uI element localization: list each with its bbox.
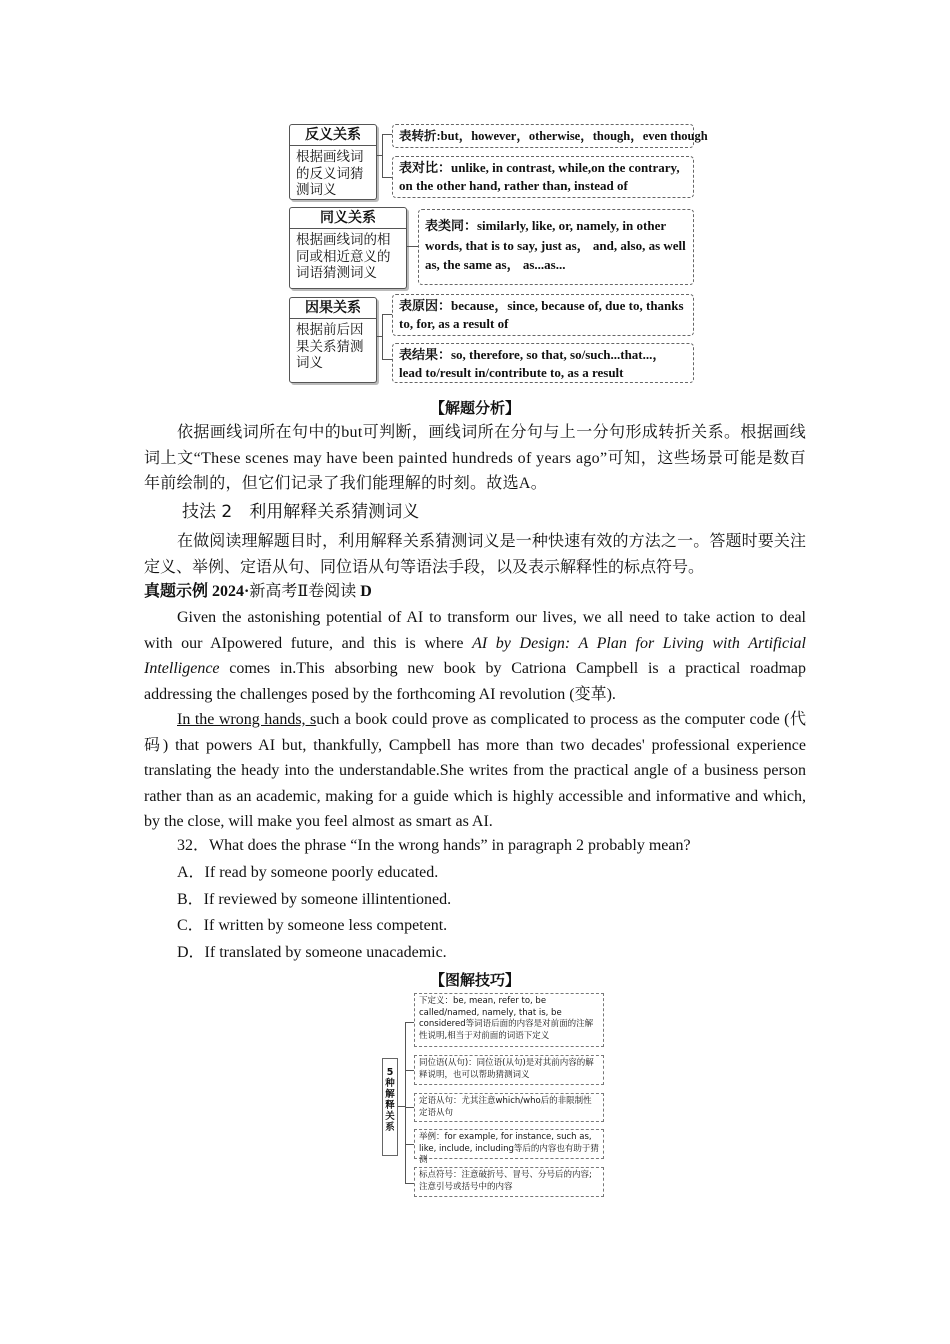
passage-text: uch a book could prove as complicated to process as the computer code (代码) that powers AI but, thankfully, Campbell has more than two decades' professional experience translating the heady into the understandable.She writes from the practical angle of a business person rather than as an academic, making for a guide which is highly accessible and informative and which, by the close, will make you feel almost as smart as AI. bbox=[144, 711, 806, 830]
passage-text: comes in.This absorbing new book by Catriona Campbell is a practical roadmap addressing the challenges posed by the forthcoming AI revolution (变革). bbox=[144, 660, 806, 703]
connector bbox=[405, 1107, 414, 1108]
connector bbox=[376, 336, 382, 337]
box-attributive: 定语从句：尤其注意which/who后的非限制性定语从句 bbox=[414, 1093, 604, 1122]
connector bbox=[382, 314, 383, 359]
question-32: 32．What does the phrase “In the wrong hands” in paragraph 2 probably mean? bbox=[177, 837, 691, 854]
example-answer: D bbox=[356, 583, 372, 600]
analysis-text: 依据画线词所在句中的but可判断，画线词所在分句与上一分句形成转折关系。根据画线词上文“These scenes may have been painted hundreds of years ago”可知，这些场景可能是数百年前绘制的，但它们记录了我们能理解的时刻。故选A。 bbox=[144, 424, 806, 492]
box-appositive: 同位语(从句)：同位语(从句)是对其前内容的解释说明，也可以帮助猜测词义 bbox=[414, 1055, 604, 1085]
tip-heading: 【图解技巧】 bbox=[429, 971, 520, 989]
box-contrast-turn: 表转折:but，however，otherwise，though，even though bbox=[392, 124, 694, 148]
passage-paragraph-2 bbox=[144, 707, 806, 835]
option-c[interactable]: C．If written by someone less competent. bbox=[177, 917, 448, 934]
connector bbox=[405, 1144, 414, 1145]
group-head: 反义关系 bbox=[290, 125, 376, 146]
connector bbox=[382, 314, 392, 315]
box-definition: 下定义：be, mean, refer to, be called/named, namely, that is, be considered等词语后面的内容是对前面的注解性说明,相当于对前面的词语下定义 bbox=[414, 993, 604, 1047]
diagram-root-label: 5种解释关系 bbox=[385, 1067, 395, 1133]
connector bbox=[406, 246, 418, 247]
technique-title: 技法 2 利用解释关系猜测词义 bbox=[182, 502, 420, 522]
connector bbox=[376, 155, 382, 156]
box-similarity: 表类同：similarly, like, or, namely, in other words, that is to say, just as， and, also, as well as, the same as， as...as... bbox=[418, 209, 694, 285]
diagram-group-cause bbox=[289, 297, 377, 383]
box-result: 表结果：so, therefore, so that, so/such...that...， lead to/result in/contribute to, as a result bbox=[392, 343, 694, 383]
technique-text: 在做阅读理解题目时，利用解释关系猜测词义是一种快速有效的方法之一。答题时要关注定义、举例、定语从句、同位语从句等语法手段，以及表示解释性的标点符号。 bbox=[144, 533, 806, 576]
group-head: 因果关系 bbox=[290, 298, 376, 319]
box-examples: 举例：for example, for instance, such as, like, include, including等后的内容也有助于猜测 bbox=[414, 1129, 604, 1159]
passage-paragraph-1 bbox=[144, 605, 806, 707]
connector bbox=[382, 134, 392, 135]
underlined-phrase: In the wrong hands, s bbox=[177, 711, 317, 728]
diagram-group-synonym bbox=[289, 207, 407, 289]
box-cause: 表原因：because，since, because of, due to, thanks to, for, as a result of bbox=[392, 294, 694, 336]
box-punctuation: 标点符号：注意破折号、冒号、分号后的内容;注意引号或括号中的内容 bbox=[414, 1167, 604, 1197]
diagram-group-antonym bbox=[289, 124, 377, 200]
group-body: 根据画线词的反义词猜测词义 bbox=[296, 149, 364, 198]
diagram-root bbox=[382, 1058, 398, 1156]
option-d[interactable]: D．If translated by someone unacademic. bbox=[177, 944, 447, 961]
connector bbox=[405, 1183, 414, 1184]
option-a[interactable]: A．If read by someone poorly educated. bbox=[177, 864, 439, 881]
connector bbox=[405, 1022, 406, 1183]
connector bbox=[405, 1070, 414, 1071]
book-title: AI by Design: A Plan for Living with Artificial Intelligence bbox=[144, 634, 806, 677]
passage-text: Given the astonishing potential of AI to transform our lives, we all need to take action to deal with our AIpowered future, and this is where bbox=[144, 609, 806, 652]
analysis-heading: 【解题分析】 bbox=[429, 399, 520, 417]
group-body: 根据前后因果关系猜测词义 bbox=[296, 322, 364, 371]
option-b[interactable]: B．If reviewed by someone illintentioned. bbox=[177, 891, 452, 908]
connector bbox=[382, 359, 392, 360]
connector bbox=[382, 134, 383, 177]
connector bbox=[405, 1022, 414, 1023]
connector bbox=[398, 1106, 405, 1107]
box-contrast: 表对比：unlike, in contrast, while,on the contrary, on the other hand, rather than, instead of bbox=[392, 156, 694, 198]
group-body: 根据画线词的相同或相近意义的词语猜测词义 bbox=[296, 232, 391, 281]
group-head: 同义关系 bbox=[290, 208, 406, 229]
example-source: 新高考Ⅱ卷阅读 bbox=[249, 583, 357, 600]
example-line bbox=[144, 579, 806, 605]
connector bbox=[382, 177, 392, 178]
example-label: 真题示例 2024· bbox=[144, 583, 250, 600]
